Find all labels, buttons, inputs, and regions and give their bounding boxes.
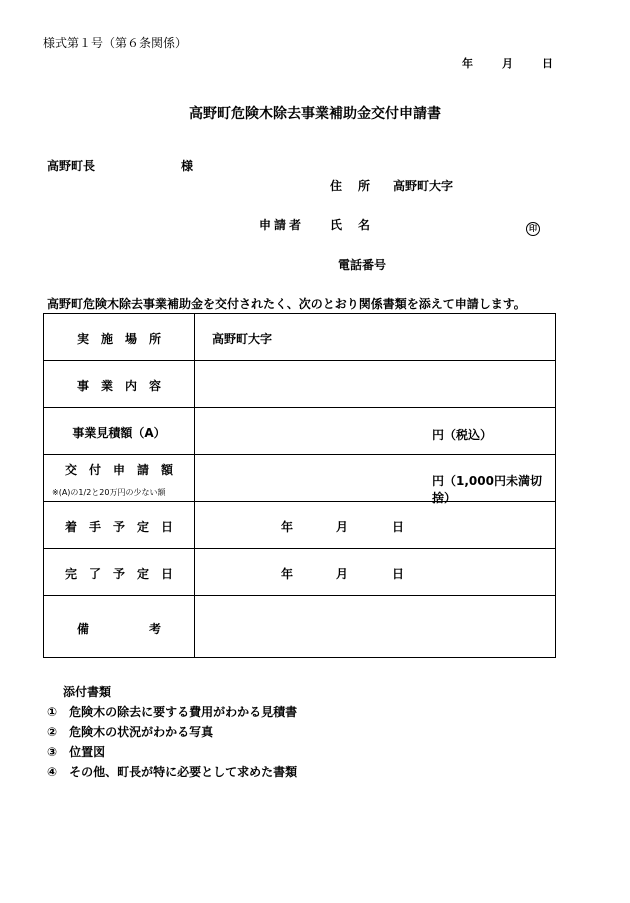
address-value: 高野町大字 [393, 179, 454, 193]
start-date-day[interactable]: 日 [392, 520, 405, 534]
phone-label: 電話番号 [338, 258, 387, 272]
attachment-item: ④ その他、町長が特に必要として求めた書類 [47, 765, 298, 779]
row-value-estimate[interactable]: 円（税込） [432, 428, 493, 442]
table-row-end-date [44, 549, 555, 596]
date-month-label: 月 [502, 57, 513, 70]
intro-text: 高野町危険木除去事業補助金を交付されたく、次のとおり関係書類を添えて申請します。 [47, 297, 526, 311]
row-value-request-amount[interactable]: 円（1,000円未満切捨） [432, 474, 542, 505]
end-date-day[interactable]: 日 [392, 567, 405, 581]
attachment-item: ③ 位置図 [47, 745, 106, 759]
name-label: 氏 名 [330, 218, 373, 232]
table-row-content [44, 361, 555, 408]
attachment-item: ① 危険木の除去に要する費用がわかる見積書 [47, 705, 298, 719]
date-year-label: 年 [462, 57, 473, 70]
table-row-location [44, 314, 555, 361]
date-day-label: 日 [542, 57, 553, 70]
row-label-remarks: 備 考 [76, 622, 161, 636]
start-date-year[interactable]: 年 [281, 520, 294, 534]
row-label-start-date: 着 手 予 定 日 [64, 520, 173, 534]
row-label-end-date: 完 了 予 定 日 [64, 567, 173, 581]
attachments-heading: 添付書類 [63, 685, 112, 699]
row-label-content: 事 業 内 容 [76, 379, 161, 393]
table-row-estimate [44, 408, 555, 455]
row-label-location: 実 施 場 所 [76, 332, 161, 346]
table-row-request-amount [44, 455, 555, 505]
table-row-remarks [44, 596, 555, 657]
row-label-estimate: 事業見積額（A） [72, 426, 166, 440]
end-date-year[interactable]: 年 [281, 567, 294, 581]
row-label-request-amount: 交 付 申 請 額 [64, 463, 173, 477]
row-note-request-amount: ※(A)の1/2と20万円の少ない額 [52, 488, 166, 497]
start-date-month[interactable]: 月 [336, 520, 349, 534]
row-value-location[interactable]: 高野町大字 [212, 332, 273, 346]
addressee-name: 高野町長 [47, 159, 96, 173]
table-row-start-date [44, 502, 555, 549]
address-label: 住 所 [330, 179, 373, 193]
attachment-item: ② 危険木の状況がわかる写真 [47, 725, 214, 739]
document-title: 高野町危険木除去事業補助金交付申請書 [189, 106, 441, 122]
applicant-label: 申請者 [259, 218, 305, 232]
addressee-honorific: 様 [181, 159, 194, 173]
application-table [43, 313, 556, 658]
form-number: 様式第１号（第６条関係） [43, 36, 188, 50]
end-date-month[interactable]: 月 [336, 567, 349, 581]
seal-icon: 印 [526, 222, 540, 236]
seal-mark [526, 216, 540, 236]
